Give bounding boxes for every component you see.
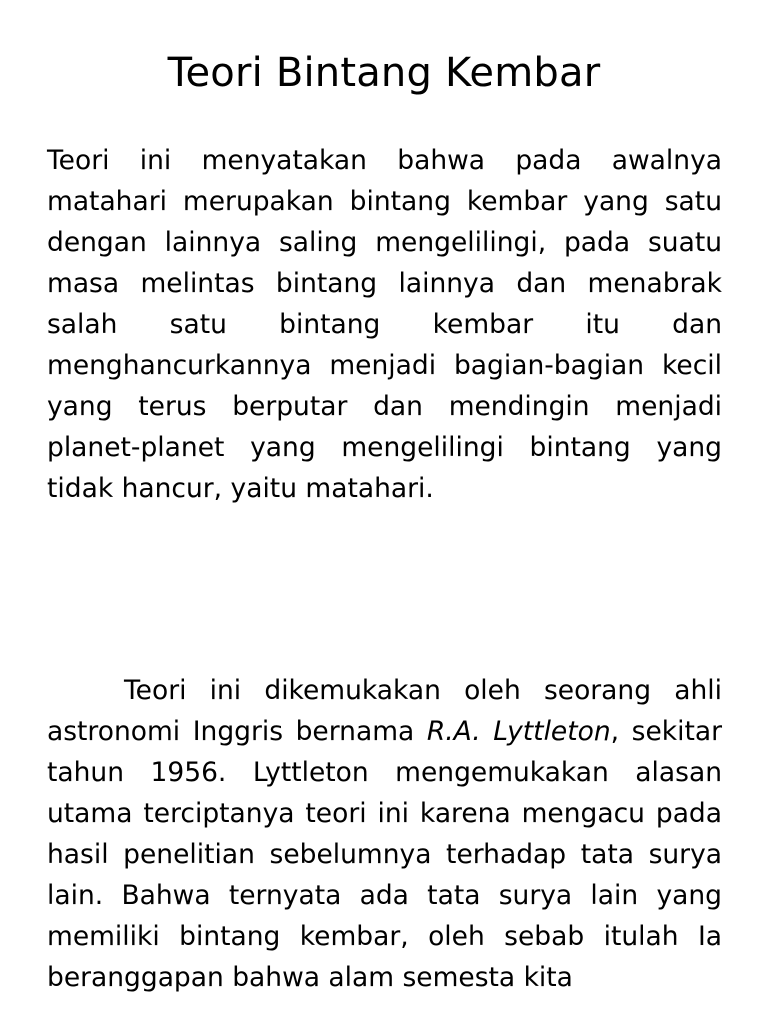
document-title: Teori Bintang Kembar xyxy=(167,50,601,96)
author-name: R.A. Lyttleton xyxy=(426,716,611,747)
paragraph-2-text-start: Teori ini dikemukakan oleh seorang ahli astronomi Inggris bernama xyxy=(47,675,722,747)
paragraph-2-text-end: , sekitar tahun 1956. Lyttleton mengemukakan alasan utama terciptanya teori ini karena mengacu pada hasil penelitian sebelumnya terhadap tata surya lain. Bahwa ternyata ada tata surya lain yang memiliki bintang kembar, oleh sebab itulah Ia beranggapan bahwa alam semesta kita xyxy=(47,716,722,993)
paragraph-2 xyxy=(47,670,722,998)
paragraph-1: Teori ini menyatakan bahwa pada awalnya matahari merupakan bintang kembar yang satu dengan lainnya saling mengelilingi, pada suatu masa melintas bintang lainnya dan menabrak salah satu bintang kembar itu dan menghancurkannya menjadi bagian-bagian kecil yang terus berputar dan mendingin menjadi planet-planet yang mengelilingi bintang yang tidak hancur, yaitu matahari. xyxy=(47,145,722,504)
